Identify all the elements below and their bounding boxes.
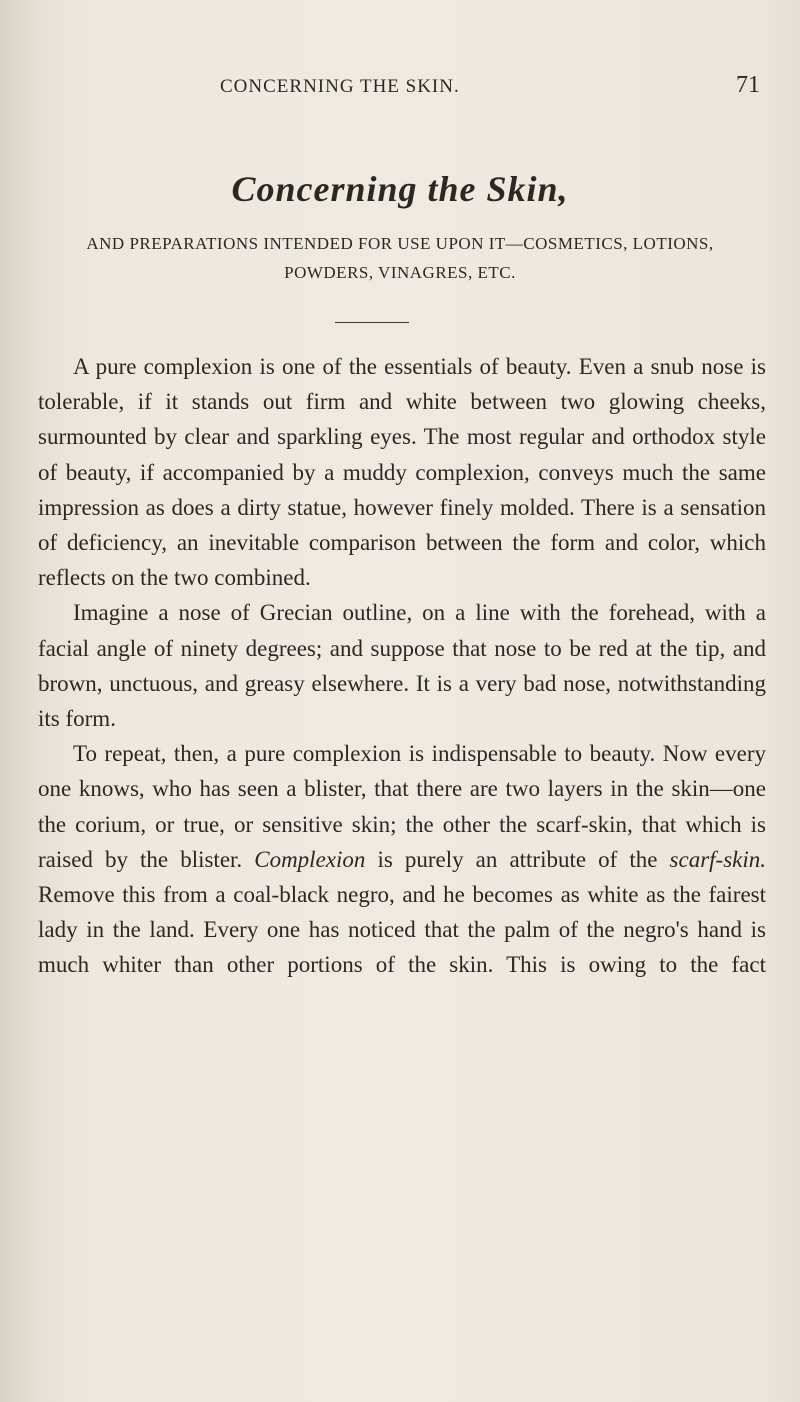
- chapter-title: Concerning the Skin,: [231, 169, 569, 209]
- page-header: [60, 70, 760, 110]
- body-text: [38, 349, 766, 983]
- paragraph-scarf-skin-start: To repeat, then, a pure complexion is indispensable to beauty. Now every one knows, who has seen a blister, that there are two layers in the skin—one the corium, or true, or sensitive skin; the other the scarf-skin, that which is raised by the blister.: [38, 741, 766, 872]
- paragraph-grecian-nose: [38, 595, 766, 736]
- paragraph-grecian-nose-text: Imagine a nose of Grecian outline, on a line with the forehead, with a facial angle of ninety degrees; and suppose that nose to be red at the tip, and brown, unctuous, and greasy elsewhere. It is a very bad nose, notwithstanding its form.: [38, 600, 766, 732]
- term-complexion: Complexion: [254, 846, 366, 872]
- paragraph-scarf-skin-mid: is purely an attribute of the: [365, 846, 670, 872]
- term-scarf-skin: scarf-skin.: [669, 846, 766, 872]
- section-divider: [335, 322, 409, 323]
- paragraph-complexion: [38, 349, 766, 595]
- paragraph-scarf-skin-end: Remove this from a coal-black negro, and he becomes as white as the fairest lady in the land. Every one has noticed that the palm of the negro's hand is much whiter than other portions of the skin. This is owing to the fact: [38, 882, 766, 978]
- paragraph-scarf-skin: [38, 736, 766, 982]
- running-title: CONCERNING THE SKIN.: [220, 76, 460, 97]
- paragraph-complexion-text: A pure complexion is one of the essentials of beauty. Even a snub nose is tolerable, if it stands out firm and white between two glowing cheeks, surmounted by clear and sparkling eyes. The most regular and orthodox style of beauty, if accompanied by a muddy complexion, conveys much the same impression as does a dirty statue, however finely molded. There is a sensation of deficiency, an inevitable comparison between the form and color, which reflects on the two combined.: [38, 354, 766, 591]
- page-number: 71: [736, 72, 760, 98]
- chapter-subtitle: AND PREPARATIONS INTENDED FOR USE UPON IT—COSMETICS, LOTIONS, POWDERS, VINAGRES, ETC.: [86, 234, 714, 282]
